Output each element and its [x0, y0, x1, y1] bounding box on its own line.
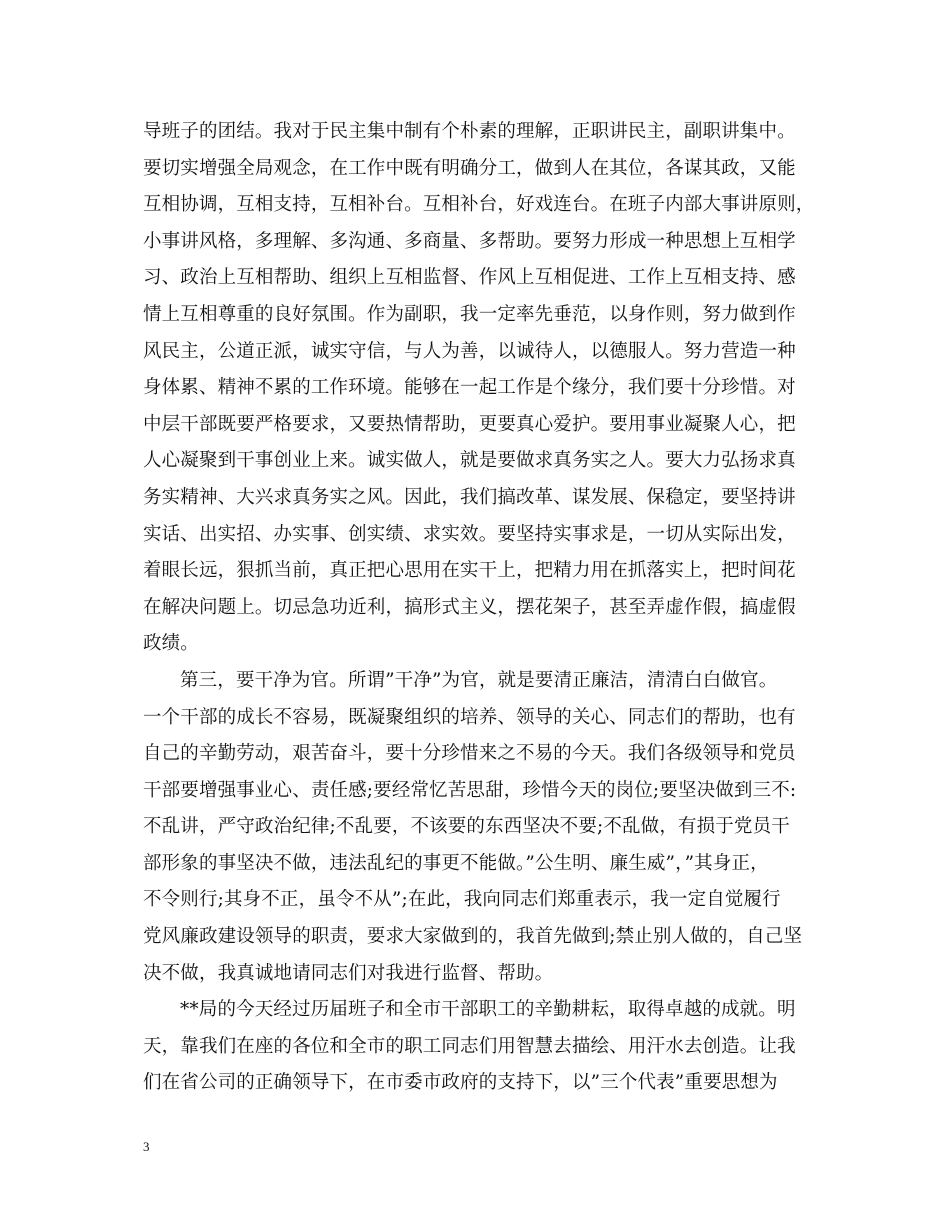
text-line: 在解决问题上。切忌急功近利，搞形式主义，摆花架子，甚至弄虚作假，搞虚假: [143, 596, 796, 618]
text-line: 导班子的团结。我对于民主集中制有个朴素的理解，正职讲民主，副职讲集中。: [143, 121, 796, 142]
text-line: 小事讲风格，多理解、多沟通、多商量、多帮助。要努力形成一种思想上互相学: [143, 230, 796, 252]
text-line: 们在省公司的正确领导下，在市委市政府的支持下，以”三个代表”重要思想为: [143, 1072, 778, 1094]
text-line: 部形象的事坚决不做，违法乱纪的事更不能做。”公生明、廉生威”，”其身正，: [143, 852, 769, 874]
text-line: 自己的辛勤劳动，艰苦奋斗，要十分珍惜来之不易的今天。我们各级领导和党员: [143, 743, 796, 765]
text-line: 风民主，公道正派，诚实守信，与人为善，以诚待人，以德服人。努力营造一种: [143, 340, 796, 362]
text-line: **局的今天经过历届班子和全市干部职工的辛勤耕耘，取得卓越的成就。明: [180, 999, 796, 1021]
text-line: 天，靠我们在座的各位和全市的职工同志们用智慧去描绘、用汗水去创造。让我: [143, 1035, 796, 1057]
text-line: 干部要增强事业心、责任感;要经常忆苦思甜，珍惜今天的岗位;要坚决做到三不:: [143, 779, 797, 801]
text-line: 情上互相尊重的良好氛围。作为副职，我一定率先垂范，以身作则，努力做到作: [143, 303, 796, 325]
text-line: 身体累、精神不累的工作环境。能够在一起工作是个缘分，我们要十分珍惜。对: [143, 377, 796, 399]
text-line: 一个干部的成长不容易，既凝聚组织的培养、领导的关心、同志们的帮助，也有: [143, 706, 796, 728]
text-line: 决不做，我真诚地请同志们对我进行监督、帮助。: [143, 962, 554, 984]
text-line: 习、政治上互相帮助、组织上互相监督、作风上互相促进、工作上互相支持、感: [143, 267, 796, 289]
text-line: 着眼长远，狠抓当前，真正把心思用在实干上，把精力用在抓落实上，把时间花: [143, 560, 796, 582]
text-line: 实话、出实招、办实事、创实绩、求实效。要坚持实事求是，一切从实际出发，: [143, 523, 796, 545]
text-line: 人心凝聚到干事创业上来。诚实做人，就是要做求真务实之人。要大力弘扬求真: [143, 450, 796, 472]
text-line: 党风廉政建设领导的职责，要求大家做到的，我首先做到;禁止别人做的，自己坚: [143, 926, 803, 948]
text-line: 中层干部既要严格要求，又要热情帮助，更要真心爱护。要用事业凝聚人心，把: [143, 413, 796, 435]
text-line: 政绩。: [143, 633, 199, 655]
text-line: 要切实增强全局观念，在工作中既有明确分工，做到人在其位，各谋其政，又能: [143, 157, 796, 179]
page-number: 3: [143, 1139, 150, 1154]
body-text: [143, 114, 823, 1102]
text-line: 互相协调，互相支持，互相补台。互相补台，好戏连台。在班子内部大事讲原则，: [143, 194, 815, 216]
text-line: 务实精神、大兴求真务实之风。因此，我们搞改革、谋发展、保稳定，要坚持讲: [143, 486, 796, 508]
text-line: 不令则行;其身不正，虽令不从”;在此，我向同志们郑重表示，我一定自觉履行: [143, 889, 781, 911]
text-line: 第三，要干净为官。所谓”干净”为官，就是要清正廉洁，清清白白做官。: [180, 669, 778, 691]
text-line: 不乱讲，严守政治纪律;不乱要，不该要的东西坚决不要;不乱做，有损于党员干: [143, 816, 790, 838]
